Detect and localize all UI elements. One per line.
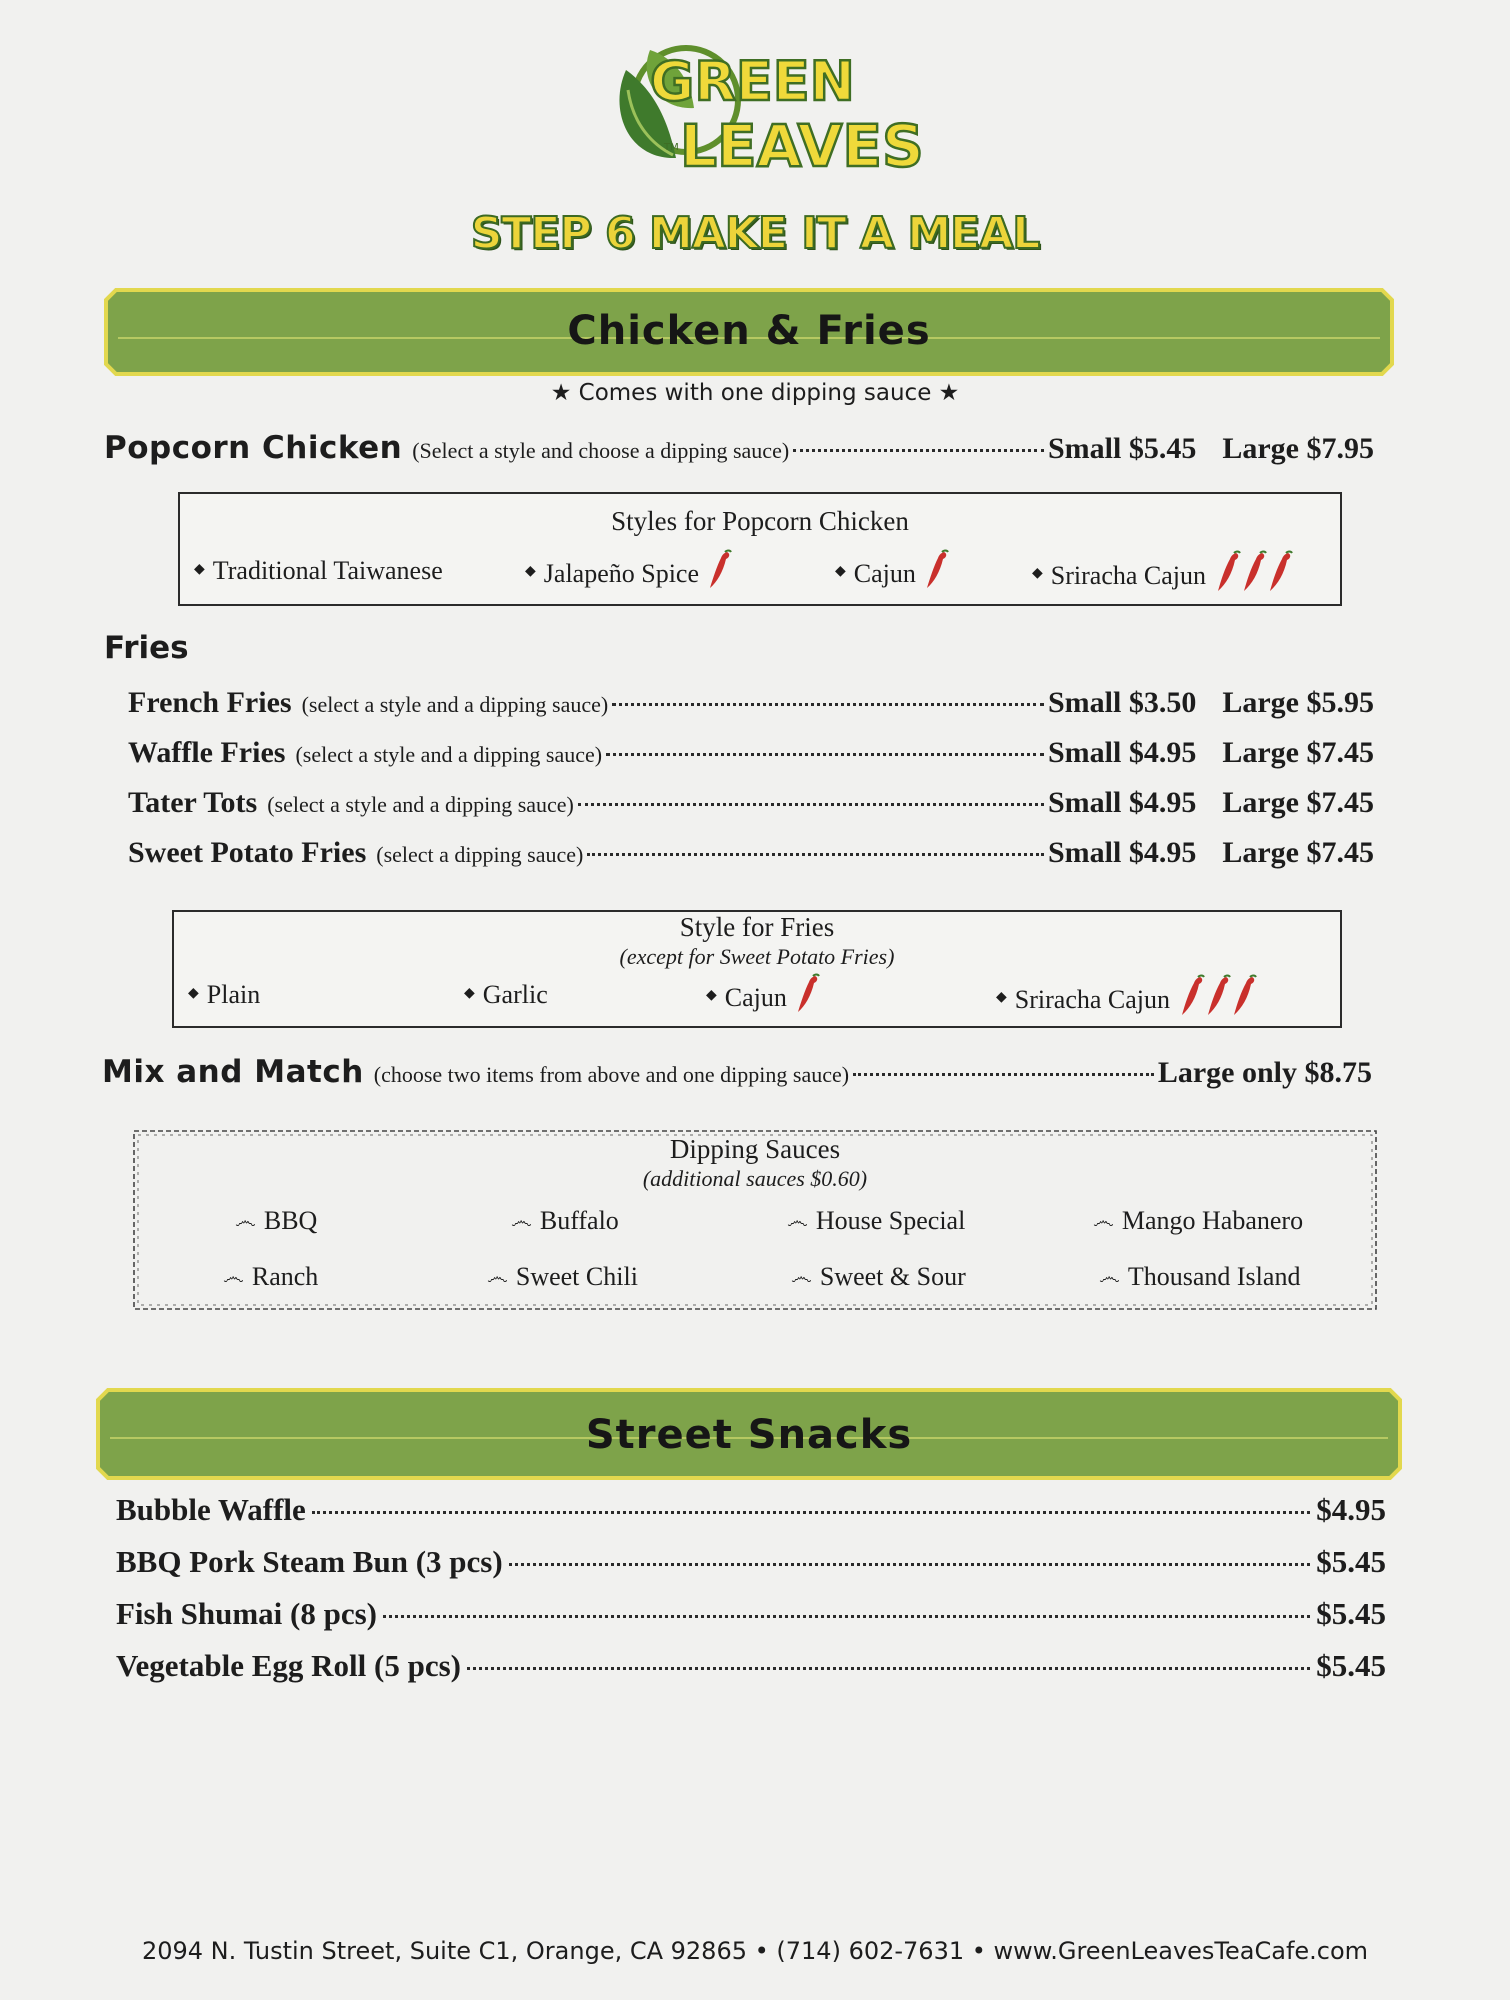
dipping-sauces-box	[131, 1128, 1379, 1312]
dot-leader	[383, 1615, 1310, 1618]
section-title: Chicken & Fries	[567, 308, 931, 354]
sauce-label: BBQ	[263, 1206, 318, 1235]
item-name: Tater Tots	[128, 786, 258, 819]
menu-item-mix-and-match	[102, 1054, 1372, 1090]
style-option	[188, 980, 260, 1010]
swirl-bullet-icon: ෴	[235, 1208, 256, 1234]
leaf-logo-icon	[598, 30, 924, 180]
chili-pepper-icon	[795, 974, 821, 1021]
item-name: Vegetable Egg Roll (5 pcs)	[116, 1648, 461, 1683]
menu-item-bbq-pork-bun	[116, 1544, 1386, 1580]
popcorn-styles-box	[178, 492, 1342, 606]
dot-leader	[509, 1563, 1311, 1566]
sauce-item	[511, 1206, 619, 1236]
swirl-bullet-icon: ෴	[791, 1264, 812, 1290]
svg-text:GREEN: GREEN	[650, 50, 855, 113]
menu-item-popcorn-chicken	[104, 430, 1374, 466]
item-description: (select a dipping sauce)	[376, 842, 584, 867]
small-price: Small $4.95	[1048, 786, 1197, 819]
green-leaves-logo	[598, 30, 924, 180]
fries-styles-box	[172, 910, 1342, 1028]
style-option	[194, 556, 443, 586]
large-price: Large $7.45	[1222, 736, 1374, 769]
sauce-label: Buffalo	[539, 1206, 619, 1235]
style-option	[525, 550, 733, 597]
item-description: (select a style and a dipping sauce)	[301, 692, 609, 717]
item-name: French Fries	[128, 686, 292, 719]
style-option	[996, 974, 1262, 1025]
box-subtitle: (additional sauces $0.60)	[642, 1166, 868, 1191]
option-label: Cajun	[853, 558, 916, 588]
item-description: (select a style and a dipping sauce)	[295, 742, 603, 767]
item-description: (Select a style and choose a dipping sauce)	[412, 438, 790, 463]
dot-leader	[606, 753, 1044, 756]
box-title: Dipping Sauces	[669, 1134, 841, 1164]
menu-item-fish-shumai	[116, 1596, 1386, 1632]
item-price: $5.45	[1316, 1648, 1386, 1683]
option-label: Plain	[206, 980, 261, 1009]
chicken-fries-banner	[104, 286, 1394, 378]
dot-leader	[578, 803, 1044, 806]
diamond-bullet-icon: ◆	[194, 561, 205, 577]
option-label: Sriracha Cajun	[1014, 984, 1171, 1014]
menu-item-tater-tots	[128, 786, 1374, 820]
diamond-bullet-icon: ◆	[525, 564, 536, 579]
option-label: Cajun	[724, 982, 787, 1012]
footer-contact: 2094 N. Tustin Street, Suite C1, Orange, CA 92865 • (714) 602-7631 • www.GreenLeavesTeaCafe.com	[141, 1937, 1369, 1965]
swirl-bullet-icon: ෴	[487, 1264, 508, 1290]
svg-text:LEAVES: LEAVES	[680, 112, 924, 180]
option-label: Sriracha Cajun	[1050, 560, 1207, 590]
option-label: Jalapeño Spice	[543, 558, 700, 588]
option-label: Traditional Taiwanese	[212, 556, 443, 585]
menu-item-bubble-waffle	[116, 1492, 1386, 1528]
large-price: Large $7.45	[1222, 836, 1374, 869]
dot-leader	[612, 703, 1044, 706]
sauce-item	[1093, 1206, 1303, 1236]
diamond-bullet-icon: ◆	[996, 990, 1007, 1005]
sauce-item	[223, 1262, 318, 1292]
dot-leader	[312, 1511, 1310, 1514]
menu-item-vegetable-egg-roll	[116, 1648, 1386, 1684]
item-name: Mix and Match	[102, 1054, 364, 1090]
sauce-label: Ranch	[251, 1262, 319, 1291]
dot-leader	[853, 1073, 1154, 1076]
sauce-label: Sweet Chili	[515, 1262, 638, 1291]
step-title: STEP 6 MAKE IT A MEAL	[470, 208, 1040, 259]
street-snacks-banner	[96, 1386, 1402, 1482]
swirl-bullet-icon: ෴	[223, 1264, 244, 1290]
large-price: Large $7.95	[1222, 432, 1374, 465]
menu-item-sweet-potato-fries	[128, 836, 1374, 870]
item-price: $4.95	[1316, 1492, 1386, 1527]
fries-heading: Fries	[104, 630, 189, 666]
item-description: (select a style and a dipping sauce)	[267, 792, 574, 817]
style-option	[835, 550, 950, 597]
section-title: Street Snacks	[585, 1412, 913, 1458]
large-price: Large $5.95	[1222, 686, 1374, 719]
diamond-bullet-icon: ◆	[706, 988, 717, 1003]
item-name: Popcorn Chicken	[104, 430, 403, 466]
sauce-item	[487, 1262, 638, 1292]
sauce-label: Mango Habanero	[1121, 1206, 1304, 1235]
menu-item-french-fries	[128, 686, 1374, 720]
box-subtitle: (except for Sweet Potato Fries)	[619, 944, 895, 969]
item-name: Sweet Potato Fries	[128, 836, 367, 869]
diamond-bullet-icon: ◆	[835, 564, 846, 579]
three-chili-peppers-icon	[1214, 550, 1298, 601]
item-price: $5.45	[1316, 1544, 1386, 1579]
three-chili-peppers-icon	[1178, 974, 1262, 1025]
box-title: Styles for Popcorn Chicken	[611, 506, 909, 536]
diamond-bullet-icon: ◆	[1032, 566, 1043, 581]
small-price: Small $4.95	[1048, 836, 1197, 869]
swirl-bullet-icon: ෴	[1093, 1208, 1114, 1234]
box-title: Style for Fries	[679, 912, 835, 942]
chili-pepper-icon	[707, 550, 733, 597]
option-label: Garlic	[482, 980, 548, 1009]
large-price: Large $7.45	[1222, 786, 1374, 819]
item-price: Large only $8.75	[1157, 1056, 1372, 1089]
item-description: (choose two items from above and one dipping sauce)	[373, 1062, 850, 1087]
sauce-label: House Special	[815, 1206, 966, 1235]
diamond-bullet-icon: ◆	[464, 985, 475, 1001]
diamond-bullet-icon: ◆	[188, 985, 199, 1001]
item-price: $5.45	[1316, 1596, 1386, 1631]
item-name: Waffle Fries	[128, 736, 286, 769]
svg-text:TM: TM	[664, 142, 679, 153]
style-option	[464, 980, 548, 1010]
sauce-item	[791, 1262, 966, 1292]
small-price: Small $5.45	[1048, 432, 1197, 465]
sauce-item	[235, 1206, 317, 1236]
dot-leader	[587, 853, 1044, 856]
sauce-item	[1099, 1262, 1300, 1292]
sauce-label: Sweet & Sour	[819, 1262, 966, 1291]
small-price: Small $3.50	[1048, 686, 1197, 719]
item-name: Fish Shumai (8 pcs)	[116, 1596, 377, 1631]
swirl-bullet-icon: ෴	[787, 1208, 808, 1234]
dot-leader	[793, 449, 1044, 452]
swirl-bullet-icon: ෴	[1099, 1264, 1120, 1290]
sauce-label: Thousand Island	[1127, 1262, 1301, 1291]
style-option	[706, 974, 821, 1021]
sauce-item	[787, 1206, 965, 1236]
dot-leader	[467, 1667, 1310, 1670]
menu-item-waffle-fries	[128, 736, 1374, 770]
swirl-bullet-icon: ෴	[511, 1208, 532, 1234]
sauce-tagline: ★ Comes with one dipping sauce ★	[550, 380, 960, 406]
small-price: Small $4.95	[1048, 736, 1197, 769]
item-name: BBQ Pork Steam Bun (3 pcs)	[116, 1544, 503, 1579]
item-name: Bubble Waffle	[116, 1492, 306, 1527]
style-option	[1032, 550, 1298, 601]
chili-pepper-icon	[924, 550, 950, 597]
